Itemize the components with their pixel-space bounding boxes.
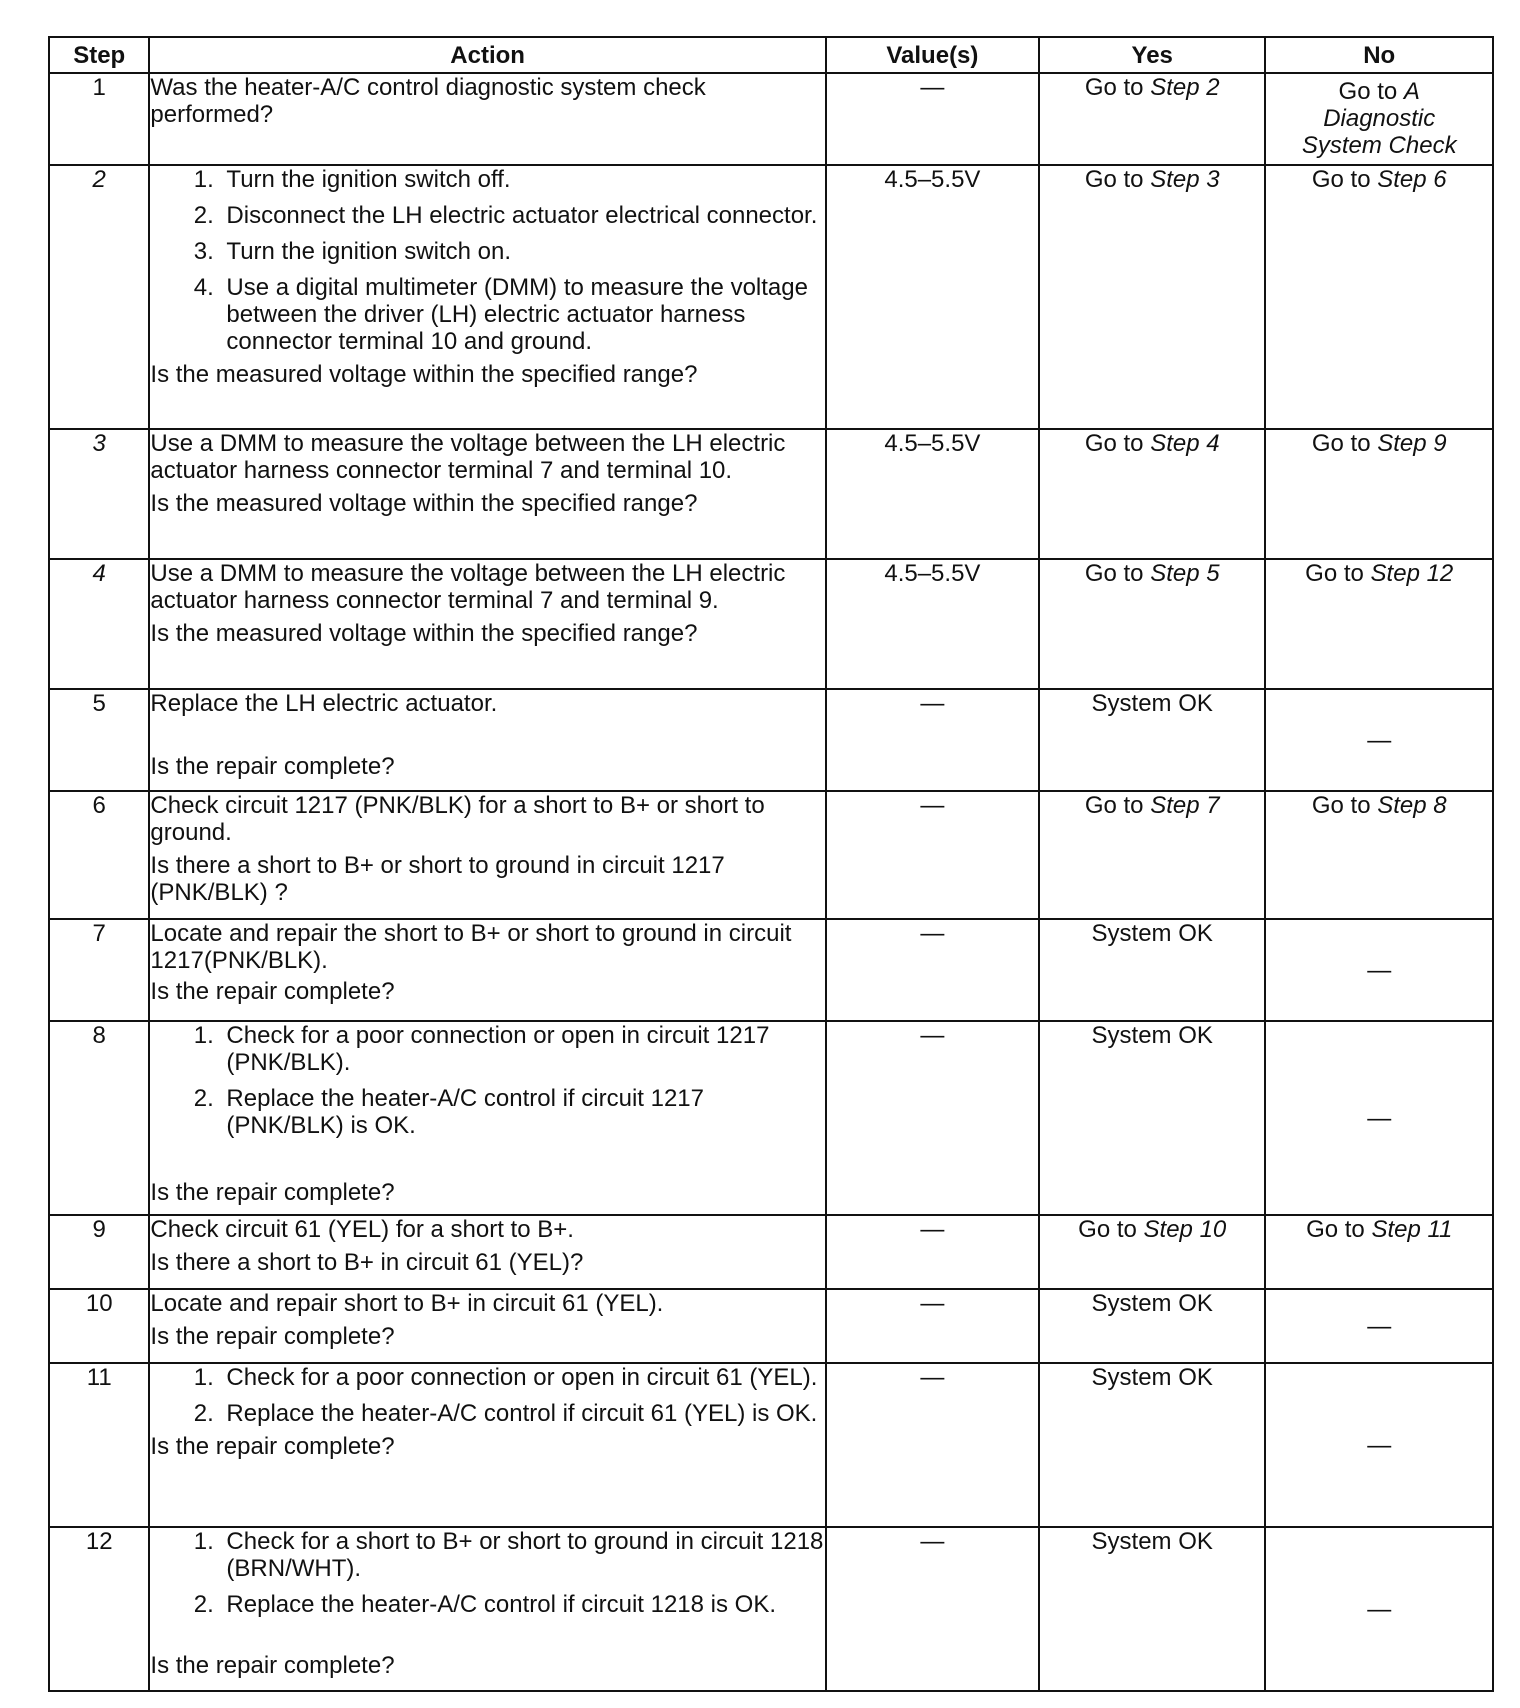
step-number: 1 — [49, 73, 149, 165]
table-row — [49, 73, 1493, 165]
step-number: 2 — [49, 165, 149, 429]
header-action: Action — [149, 37, 825, 73]
action-steps — [150, 1364, 824, 1427]
no-cell — [1265, 1215, 1493, 1289]
table-row — [49, 1289, 1493, 1363]
action-steps — [150, 1528, 824, 1618]
yes-prefix: Go to — [1078, 1216, 1144, 1243]
yes-step-link: Step 10 — [1143, 1216, 1227, 1243]
table-row — [49, 689, 1493, 791]
yes-step-link: Step 5 — [1150, 560, 1220, 587]
action-cell — [149, 791, 825, 919]
value-cell: — — [826, 1527, 1039, 1691]
action-cell — [149, 1021, 825, 1215]
yes-step-link: Step 2 — [1150, 74, 1220, 101]
yes-prefix: Go to — [1084, 74, 1151, 101]
action-text: Check circuit 61 (YEL) for a short to B+. — [150, 1216, 574, 1243]
value-cell: 4.5–5.5V — [826, 429, 1039, 559]
action-step-item: 3. Turn the ignition switch on. — [220, 238, 824, 265]
value-cell: — — [826, 689, 1039, 791]
value-cell: 4.5–5.5V — [826, 165, 1039, 429]
value-cell: — — [826, 919, 1039, 1021]
action-step-item: 1. Check for a short to B+ or short to ground in circuit 1218 (BRN/WHT). — [220, 1528, 824, 1582]
yes-prefix: Go to — [1084, 166, 1151, 193]
no-cell — [1265, 429, 1493, 559]
step-number: 5 — [49, 689, 149, 791]
action-question: Is the measured voltage within the specified range? — [150, 361, 698, 388]
header-no: No — [1265, 37, 1493, 73]
table-row — [49, 559, 1493, 689]
yes-cell — [1039, 791, 1265, 919]
action-cell — [149, 559, 825, 689]
no-cell — [1265, 73, 1493, 165]
yes-cell — [1039, 165, 1265, 429]
no-step-link: Step 8 — [1377, 792, 1447, 819]
value-cell: — — [826, 1021, 1039, 1215]
table-row — [49, 919, 1493, 1021]
action-cell — [149, 919, 825, 1021]
value-cell: — — [826, 791, 1039, 919]
step-number: 7 — [49, 919, 149, 1021]
action-text: Replace the LH electric actuator. — [150, 690, 498, 717]
action-cell — [149, 1215, 825, 1289]
action-cell — [149, 1527, 825, 1691]
value-cell: 4.5–5.5V — [826, 559, 1039, 689]
no-prefix: Go to — [1306, 1216, 1372, 1243]
table-row — [49, 1527, 1493, 1691]
action-text: Check circuit 1217 (PNK/BLK) for a short to B+ or short to ground. — [150, 792, 765, 846]
step-number: 10 — [49, 1289, 149, 1363]
action-question: Is the repair complete? — [150, 1433, 395, 1460]
action-step-item: 2. Disconnect the LH electric actuator electrical connector. — [220, 202, 824, 229]
yes-cell — [1039, 559, 1265, 689]
no-cell: — — [1265, 689, 1493, 791]
no-link-system-check: System Check — [1301, 132, 1457, 159]
action-step-item: 2. Replace the heater-A/C control if circuit 1217 (PNK/BLK) is OK. — [220, 1085, 824, 1139]
table-row — [49, 1215, 1493, 1289]
action-text: Locate and repair short to B+ in circuit 61 (YEL). — [150, 1290, 664, 1317]
yes-cell: System OK — [1039, 919, 1265, 1021]
yes-prefix: Go to — [1084, 792, 1151, 819]
value-cell: — — [826, 73, 1039, 165]
yes-step-link: Step 3 — [1150, 166, 1220, 193]
yes-prefix: Go to — [1084, 560, 1151, 587]
yes-cell: System OK — [1039, 689, 1265, 791]
action-text: Locate and repair the short to B+ or short to ground in circuit 1217(PNK/BLK). — [150, 920, 792, 974]
action-step-item: 2. Replace the heater-A/C control if circuit 61 (YEL) is OK. — [220, 1400, 824, 1427]
no-step-link: Step 9 — [1377, 430, 1447, 457]
yes-cell: System OK — [1039, 1289, 1265, 1363]
step-number: 6 — [49, 791, 149, 919]
action-cell — [149, 429, 825, 559]
header-step: Step — [49, 37, 149, 73]
action-step-item: 4. Use a digital multimeter (DMM) to measure the voltage between the driver (LH) electric actuator harness connector terminal 10 and ground. — [220, 274, 824, 355]
action-cell — [149, 689, 825, 791]
action-cell — [149, 1363, 825, 1527]
yes-cell — [1039, 73, 1265, 165]
no-prefix: Go to — [1338, 78, 1404, 105]
table-row — [49, 791, 1493, 919]
value-cell: — — [826, 1289, 1039, 1363]
step-number: 12 — [49, 1527, 149, 1691]
step-number: 9 — [49, 1215, 149, 1289]
action-question: Is there a short to B+ in circuit 61 (YEL)? — [150, 1249, 584, 1276]
no-cell: — — [1265, 1527, 1493, 1691]
action-steps — [150, 1022, 824, 1139]
action-step-item: 1. Check for a poor connection or open in circuit 1217 (PNK/BLK). — [220, 1022, 824, 1076]
header-values: Value(s) — [826, 37, 1039, 73]
no-cell — [1265, 559, 1493, 689]
no-step-link: Step 11 — [1371, 1216, 1453, 1243]
table-header-row — [49, 37, 1493, 73]
header-yes: Yes — [1039, 37, 1265, 73]
value-cell: — — [826, 1215, 1039, 1289]
yes-cell: System OK — [1039, 1021, 1265, 1215]
action-question: Is the repair complete? — [150, 978, 395, 1005]
no-cell — [1265, 791, 1493, 919]
action-question: Is the measured voltage within the specified range? — [150, 490, 698, 517]
action-step-item: 1. Check for a poor connection or open in circuit 61 (YEL). — [220, 1364, 824, 1391]
action-question: Is the repair complete? — [150, 1323, 395, 1350]
table-row — [49, 1021, 1493, 1215]
table-row — [49, 429, 1493, 559]
no-cell: — — [1265, 1021, 1493, 1215]
no-prefix: Go to — [1311, 792, 1378, 819]
action-steps — [150, 166, 824, 355]
no-step-link: Step 6 — [1377, 166, 1447, 193]
value-cell: — — [826, 1363, 1039, 1527]
action-text: Use a DMM to measure the voltage between the LH electric actuator harness connector terminal 7 and terminal 10. — [150, 430, 786, 484]
yes-step-link: Step 7 — [1150, 792, 1220, 819]
no-cell: — — [1265, 919, 1493, 1021]
action-question: Is the repair complete? — [150, 1652, 395, 1679]
step-number: 4 — [49, 559, 149, 689]
diagnostic-page — [48, 36, 1494, 1692]
step-number: 8 — [49, 1021, 149, 1215]
step-number: 11 — [49, 1363, 149, 1527]
yes-cell — [1039, 1215, 1265, 1289]
yes-cell — [1039, 429, 1265, 559]
step-number: 3 — [49, 429, 149, 559]
yes-cell: System OK — [1039, 1363, 1265, 1527]
action-cell — [149, 1289, 825, 1363]
no-step-link: Step 12 — [1370, 560, 1454, 587]
action-cell — [149, 165, 825, 429]
action-cell — [149, 73, 825, 165]
action-text: Was the heater-A/C control diagnostic system check performed? — [150, 74, 706, 128]
no-link-diagnostic: Diagnostic — [1323, 105, 1436, 132]
action-question: Is the measured voltage within the specified range? — [150, 620, 698, 647]
action-question: Is there a short to B+ or short to ground in circuit 1217 (PNK/BLK) ? — [150, 852, 725, 906]
yes-prefix: Go to — [1084, 430, 1151, 457]
action-question: Is the repair complete? — [150, 753, 395, 780]
table-row — [49, 165, 1493, 429]
action-question: Is the repair complete? — [150, 1179, 395, 1206]
action-step-item: 1. Turn the ignition switch off. — [220, 166, 824, 193]
no-cell — [1265, 165, 1493, 429]
table-row — [49, 1363, 1493, 1527]
yes-step-link: Step 4 — [1150, 430, 1220, 457]
no-prefix: Go to — [1305, 560, 1371, 587]
yes-cell: System OK — [1039, 1527, 1265, 1691]
action-text: Use a DMM to measure the voltage between the LH electric actuator harness connector terminal 7 and terminal 9. — [150, 560, 786, 614]
no-cell: — — [1265, 1363, 1493, 1527]
diagnostic-table — [48, 36, 1494, 1692]
no-prefix: Go to — [1311, 430, 1378, 457]
action-step-item: 2. Replace the heater-A/C control if circuit 1218 is OK. — [220, 1591, 824, 1618]
no-prefix: Go to — [1311, 166, 1378, 193]
no-link-a: A — [1403, 78, 1420, 105]
no-cell: — — [1265, 1289, 1493, 1363]
